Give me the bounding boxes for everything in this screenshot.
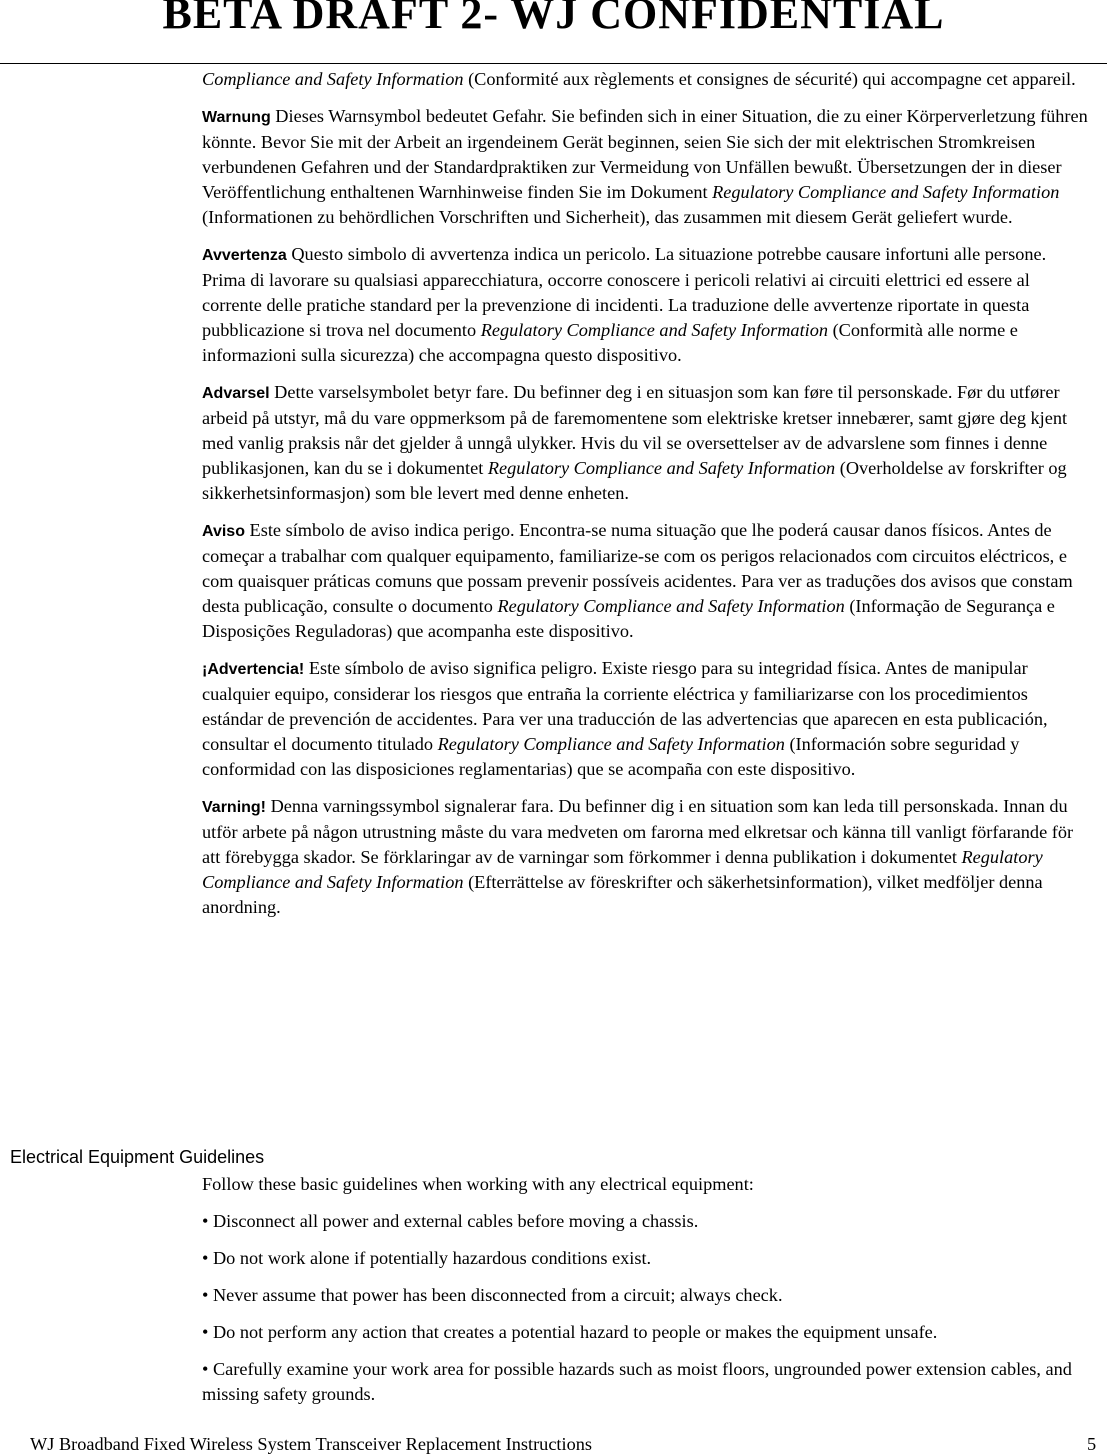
warning-text-after: (Conformità alle norme e informazioni sulla sicurezza) che accompagna questo dispositivo. — [202, 320, 1018, 365]
warning-text-after: (Informationen zu behördlichen Vorschriften und Sicherheit), das zusammen mit diesem Gerät geliefert wurde. — [202, 207, 1013, 227]
warnings-section — [202, 67, 1092, 932]
warning-text: Dieses Warnsymbol bedeutet Gefahr. Sie befinden sich in einer Situation, die zu einer Körperverletzung führen könnte. Bevor Sie mit der Arbeit an irgendeinem Gerät beginnen, seien Sie sich der mit elektrischen Stromkreisen verbundenen Gefahren und der Standardpraktiken zur Vermeidung von Unfällen bewußt. Übersetzungen der in dieser Veröffentlichung enthaltenen Warnhinweise finden Sie im Dokument — [202, 106, 1088, 202]
page-number: 5 — [1087, 1434, 1097, 1454]
warning-norwegian — [202, 380, 1092, 506]
warning-text: Este símbolo de aviso indica perigo. Encontra-se numa situação que lhe poderá causar danos físicos. Antes de começar a trabalhar com qualquer equipamento, familiarize-se com os perigos relacionados com circuitos eléctricos, e com quaisquer práticas comuns que possam prevenir possíveis acidentes. Para ver as traduções dos avisos que constam desta publicação, consulte o documento — [202, 520, 1073, 616]
warning-label: Advarsel — [202, 385, 270, 402]
page-header-title: BETA DRAFT 2- WJ CONFIDENTIAL — [162, 0, 945, 38]
warning-text: Questo simbolo di avvertenza indica un pericolo. La situazione potrebbe causare infortuni alle persone. Prima di lavorare su qualsiasi apparecchiatura, occorre conoscere i pericoli relativi ai circuiti elettrici ed essere al corrente delle pratiche standard per la prevenzione di incidenti. La traduzione delle avvertenze riportate in questa pubblicazione si trova nel documento — [202, 244, 1047, 340]
warning-label: Varning! — [202, 799, 267, 816]
warning-swedish — [202, 794, 1092, 920]
warning-text: Denna varningssymbol signalerar fara. Du befinner dig i en situation som kan leda till personskada. Innan du utför arbete på någon utrustning måste du vara medveten om farorna med elkretsar och känna till vanligt förfarande för att förebygga skador. Se förklaringar av de varningar som förkommer i denna publikation i dokumentet — [202, 796, 1074, 867]
guidelines-list — [202, 1172, 1097, 1419]
section-heading: Electrical Equipment Guidelines — [10, 1147, 265, 1167]
doc-title-ref: Regulatory Compliance and Safety Information — [202, 847, 1043, 892]
footer-doc-name: WJ Broadband Fixed Wireless System Transceiver Replacement Instructions — [30, 1434, 592, 1454]
warning-text-after: (Información sobre seguridad y conformidad con las disposiciones reglamentarias) que se acompaña con este dispositivo. — [202, 734, 1020, 779]
doc-title-ref: Regulatory Compliance and Safety Information — [480, 320, 829, 340]
header-divider — [0, 63, 1107, 64]
list-item: • Never assume that power has been disconnected from a circuit; always check. — [202, 1285, 783, 1305]
warning-german — [202, 104, 1092, 230]
list-item: • Do not work alone if potentially hazardous conditions exist. — [202, 1248, 652, 1268]
warning-label: Warnung — [202, 109, 271, 126]
warning-label: ¡Advertencia! — [202, 661, 305, 678]
warning-italian — [202, 242, 1092, 368]
doc-title-ref: Regulatory Compliance and Safety Information — [497, 596, 845, 616]
warning-text: (Conformité aux règlements et consignes de sécurité) qui accompagne cet appareil. — [463, 69, 1076, 89]
list-item: • Do not perform any action that creates a potential hazard to people or makes the equipment unsafe. — [202, 1322, 938, 1342]
warning-text-after: (Efterrättelse av föreskrifter och säkerhetsinformation), vilket medföljer denna anordning. — [202, 872, 1043, 917]
doc-title-ref: Regulatory Compliance and Safety Information — [437, 734, 785, 754]
warning-spanish — [202, 656, 1092, 782]
warning-text-after: (Overholdelse av forskrifter og sikkerhetsinformasjon) som ble levert med denne enheten. — [202, 458, 1067, 503]
warning-portuguese — [202, 518, 1092, 644]
guidelines-intro: Follow these basic guidelines when working with any electrical equipment: — [202, 1174, 754, 1194]
warning-french-continued — [202, 67, 1092, 92]
warning-text: Este símbolo de aviso significa peligro. Existe riesgo para su integridad física. Antes de manipular cualquier equipo, considerar los riesgos que entraña la corriente eléctrica y familiarizarse con los procedimientos estándar de prevención de accidentes. Para ver una traducción de las advertencias que aparecen en esta publicación, consultar el documento titulado — [202, 658, 1048, 754]
warning-text: Dette varselsymbolet betyr fare. Du befinner deg i en situasjon som kan føre til personskade. Før du utfører arbeid på utstyr, må du vare oppmerksom på de faremomentene som elektriske kretser innebærer, samt gjøre deg kjent med vanlig praksis når det gjelder å unngå ulykker. Hvis du vil se oversettelser av de advarslene som finnes i denne publikasjonen, kan du se i dokumentet — [202, 382, 1068, 478]
doc-title-ref: Regulatory Compliance and Safety Information — [712, 182, 1060, 202]
list-item: • Disconnect all power and external cables before moving a chassis. — [202, 1211, 699, 1231]
list-item: • Carefully examine your work area for possible hazards such as moist floors, ungrounded power extension cables, and missing safety grounds. — [202, 1359, 1072, 1404]
warning-label: Aviso — [202, 523, 245, 540]
warning-text-after: (Informação de Segurança e Disposições Reguladoras) que acompanha este dispositivo. — [202, 596, 1055, 641]
doc-title-ref: Regulatory Compliance and Safety Information — [487, 458, 836, 478]
warning-label: Avvertenza — [202, 247, 287, 264]
doc-title-ref: Compliance and Safety Information — [202, 69, 464, 89]
